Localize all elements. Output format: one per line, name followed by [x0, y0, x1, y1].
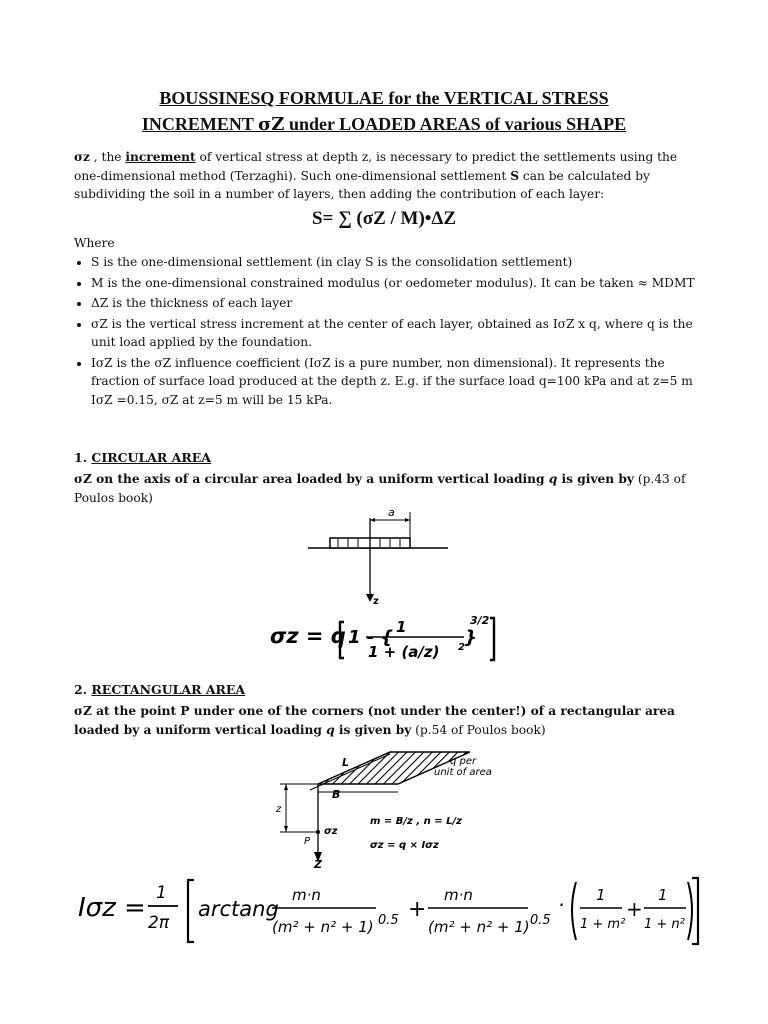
load-label-1: q per	[450, 756, 477, 767]
section-2-sigma: σZ	[74, 704, 92, 718]
section-1-number: 1.	[74, 450, 92, 465]
section-1-desc: on the axis of a circular area loaded by a uniform vertical loading	[91, 472, 549, 486]
arctang-label: arctang	[198, 897, 279, 921]
intro-text-1: , the	[89, 150, 126, 164]
depth-label: z	[373, 596, 379, 607]
depth-z-label: z	[276, 804, 282, 815]
intro-increment: increment	[125, 150, 196, 164]
denominator-3: 1 + m²	[580, 917, 626, 932]
section-1-reference: (p.43 of Poulos book)	[74, 472, 686, 505]
where-label: Where	[74, 236, 115, 250]
section-2-desc: at the point P under one of the corners (not under the center!) of a rectangular area loaded by a uniform vertical loading	[74, 704, 675, 737]
exponent-2: 0.5	[530, 913, 551, 928]
intro-sigma: σz	[74, 150, 90, 164]
section-2-title: RECTANGULAR AREA	[91, 682, 246, 697]
circular-formula-lhs: σz = q	[270, 624, 346, 648]
section-1-heading	[74, 450, 211, 465]
plus-sign-2: +	[626, 897, 643, 921]
title-line2-post: under LOADED AREAS of various SHAPE	[284, 114, 627, 134]
one-a: 1	[596, 886, 606, 904]
intro-S: S	[510, 168, 519, 183]
list-item: • σZ is the vertical stress increment at the center of each layer, obtained as IσZ x q, where q is the unit load applied by the foundation.	[91, 315, 715, 352]
list-item: • S is the one-dimensional settlement (in clay S is the consolidation settlement)	[91, 253, 715, 272]
section-1-desc-2: is given by	[557, 472, 634, 486]
section-2-description	[74, 702, 698, 739]
section-1-title: CIRCULAR AREA	[91, 450, 211, 465]
z-axis-label: Z	[314, 858, 322, 870]
rectangular-area-figure	[270, 744, 510, 870]
section-2-number: 2.	[74, 682, 92, 697]
denominator-1: (m² + n² + 1)	[272, 918, 374, 936]
section-2-desc-2: is given by	[334, 722, 412, 737]
circular-den-exponent: 2	[458, 642, 465, 653]
exponent-1: 0.5	[378, 913, 399, 928]
stress-definition: σz = q × Iσz	[370, 840, 439, 851]
circular-formula	[268, 610, 508, 670]
section-2-reference: (p.54 of Poulos book)	[411, 722, 546, 737]
rectangular-formula	[74, 872, 702, 950]
circular-outer-exponent: 3/2	[470, 614, 490, 627]
m-n-definition: m = B/z , n = L/z	[370, 816, 462, 827]
page-title-line-1: BOUSSINESQ FORMULAE for the VERTICAL STRESS	[159, 88, 609, 108]
list-item: • ΔZ is the thickness of each layer	[91, 294, 715, 313]
title-sigma: σZ	[258, 114, 285, 135]
point-p-label: P	[304, 836, 311, 847]
circular-denominator: 1 + (a/z)	[368, 643, 440, 661]
section-2-heading	[74, 682, 245, 697]
mn-numerator-2: m·n	[444, 886, 473, 904]
circular-area-figure	[300, 500, 460, 612]
load-label-2: unit of area	[434, 767, 492, 778]
rect-two-pi: 2π	[148, 913, 170, 933]
denominator-4: 1 + n²	[644, 917, 685, 932]
mn-numerator-1: m·n	[292, 886, 321, 904]
rect-formula-lhs: Iσz =	[78, 893, 146, 923]
settlement-formula: S= ∑ (σZ / M)•ΔZ	[311, 208, 457, 229]
intro-text-3: can be calculated by subdividing the soil in a number of layers, then adding the contribution of each layer:	[74, 168, 650, 201]
section-1-sigma: σZ	[74, 472, 92, 486]
definitions-list	[74, 253, 715, 411]
circular-numerator: 1	[396, 618, 407, 636]
list-item: • M is the one-dimensional constrained modulus (or oedometer modulus). It can be taken ≈ MDMT	[91, 274, 715, 293]
section-2-q: q	[326, 722, 335, 737]
circular-one-minus: 1 - {	[348, 627, 394, 648]
multiply-dot: ·	[558, 893, 565, 917]
stress-label: σz	[324, 826, 338, 837]
intro-text-2: of vertical stress at depth z, is necessary to predict the settlements using the one-dimensional method (Terzaghi). Such one-dimensional settlement	[74, 150, 678, 183]
radius-label: a	[388, 506, 395, 519]
section-1-q: q	[548, 472, 558, 486]
point-p-marker	[316, 830, 320, 834]
list-item: • IσZ is the σZ influence coefficient (IσZ is a pure number, non dimensional). It represents the fraction of surface load produced at the depth z. E.g. if the surface load q=100 kPa and at z=5 m IσZ =0.15, σZ at z=5 m will be 15 kPa.	[91, 354, 715, 410]
circular-close-brace: }	[464, 627, 477, 648]
plus-sign-1: +	[408, 897, 427, 922]
rect-one: 1	[156, 883, 167, 903]
intro-paragraph	[74, 148, 698, 204]
one-b: 1	[658, 886, 668, 904]
page-title-line-2	[0, 114, 768, 135]
length-label: L	[342, 756, 350, 769]
denominator-2: (m² + n² + 1)	[428, 918, 530, 936]
title-line2-pre: INCREMENT	[141, 114, 259, 134]
width-label: B	[332, 788, 341, 801]
